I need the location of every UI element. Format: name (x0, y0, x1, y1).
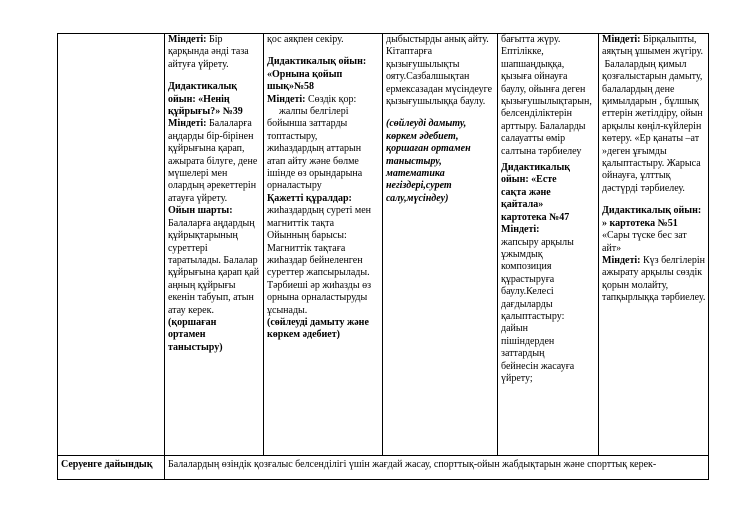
education-area: (қоршаған (168, 316, 217, 328)
education-area: (сөйлеуді дамыту, (386, 118, 467, 130)
tools-label: Қажетті құралдар: (267, 192, 352, 204)
walk-prep-row (58, 456, 709, 480)
walk-prep-text: Балалардың өзіндік қозғалыс белсенділігі үшін жағдай жасау, спорттық-ойын жабдықтарын және спорттық керек- (168, 459, 657, 470)
monday-cell: Міндеті: Бір қарқында әнді таза айтуға үйрету. Дидактикалық ойын: «Ненің құйрығы?» №39 Міндеті: Балаларға аңдарды бір-бірінен құйрығына қарап, ажырата білуге, дене мүшелері мен олардың әрекеттерін атауға үйрету. Ойын шарты: Балаларға аңдардың құйрықтарының суреттері таратылады. Балалар құйрығына қарап қай аңның құйрығы екенін табуып, атын атау керек. (қоршаған ортамен таныстыру) (165, 34, 264, 456)
game-title: Дидактикалық ойын: (267, 56, 367, 68)
tuesday-cell: қос аяқпен секіру. Дидактикалық ойын: «Орнына қойып шық»№58 Міндеті: Сөздік қор: жалпы белгілері бойынша заттарды топтастыру, жиhаздардың аттарын атап айту және бөлме ішінде өз орындарына орналастыру Қажетті құралдар: жиhаздардың суреті мен магниттік тақта Ойынның барысы: Магниттік тақтаға жиhаздар бейнеленген суреттер жапсырылады. Тәрбиеші әр жиhазды өз орнына орналастыруды ұсынады. (сөйлеуді дамыту және көркем әдебиет) (264, 34, 383, 456)
task-label: Міндеті: (168, 34, 207, 45)
wednesday-cell: дыбыстырды анық айту. Кітаптарға қызығушылықты ояту.Сазбалшықтан ермексазадан мүсіндеуге қызығушылыққа баулу. (сөйлеуді дамыту, көркем әдебиет, қоршаған ортамен таныстыру, математика негіздері,сурет салу,мүсіндеу) (383, 34, 498, 456)
walk-prep-label-cell (58, 456, 165, 480)
friday-cell: Міндеті: Бірқалыпты, аяқтың ұшымен жүгіру. Балалардың қимыл қозғалыстарын дамыту, балалардың дене қимылдарын , бұлшық еттерін жетілдіру, ойын арқылы көңіл-күйлерін көтеру. «Ер қанаты –ат »деген ұғымды қалыптастыру. Жарыса ойнауға, ұлттық дәстүрді тәрбиелеу. Дидактикалық ойын: » картотека №51 «Сары түске бес зат айт» Міндеті: Күз белгілерін ажырату арқылы сөздік қорын молайту, тапқырлыққа тәрбиелеу. (599, 34, 709, 456)
thursday-cell: бағытта жүру. Ептілікке, шапшаңдыққа, қызыға ойнауға баулу, ойынға деген қызығушылықтарын, белсенділіктерін арттыру. Балаларды салауатты өмір салтына тәрбиелеу Дидактикалық ойын: «Есте сақта және қайтала» картотека №47 Міндеті: жапсыру арқылы ұжымдық композиция құрастыруға баулу.Келесі дағдыларды қалыптастыру: дайын пішіндерден заттардың бейнесін жасауға үйрету; (498, 34, 599, 456)
game-title: Дидактикалық (168, 81, 238, 93)
task-label: Міндеті: (501, 224, 540, 236)
task-label: Міндеті: (602, 34, 641, 45)
game-conditions-label: Ойын шарты: (168, 205, 233, 217)
game-title: Дидактикалық (501, 162, 571, 174)
walk-prep-text-cell (165, 456, 709, 480)
activity-row (58, 34, 709, 456)
game-title: Дидактикалық ойын: (602, 205, 702, 217)
education-area: (сөйлеуді дамыту және (267, 316, 369, 328)
activity-table (57, 33, 709, 480)
row-label-cell-empty (58, 34, 165, 456)
walk-prep-label: Серуенге дайындық (61, 459, 153, 470)
